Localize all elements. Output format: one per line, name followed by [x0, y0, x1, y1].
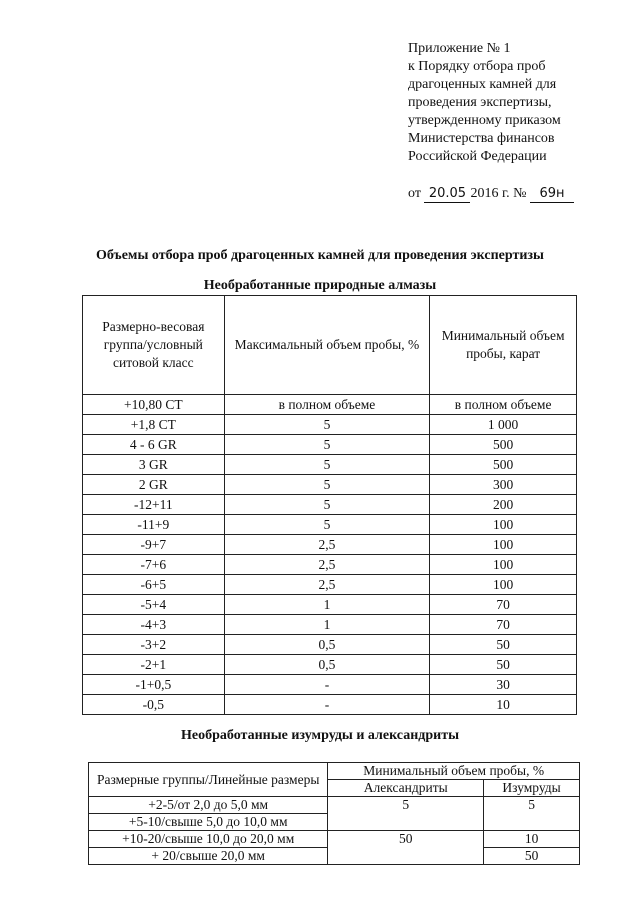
header-min-volume: Минимальный объем пробы, %	[328, 763, 580, 780]
cell-group: +5-10/свыше 5,0 до 10,0 мм	[89, 814, 328, 831]
cell-class: -5+4	[83, 595, 225, 615]
cell-group: +10-20/свыше 10,0 до 20,0 мм	[89, 831, 328, 848]
section1-title: Необработанные природные алмазы	[203, 278, 437, 293]
cell-group: + 20/свыше 20,0 мм	[89, 848, 328, 865]
date-year: 2016 г.	[470, 186, 510, 201]
cell-class: -2+1	[83, 655, 225, 675]
cell-class: 4 - 6 GR	[83, 435, 225, 455]
header-max-volume: Максимальный объем пробы, %	[224, 296, 430, 395]
header-min-volume: Минимальный объем пробы, карат	[430, 296, 577, 395]
cell-class: 2 GR	[83, 475, 225, 495]
cell-max: -	[224, 675, 430, 695]
table-row	[83, 635, 577, 655]
cell-class: 3 GR	[83, 455, 225, 475]
table-row	[83, 455, 577, 475]
table-row	[83, 595, 577, 615]
cell-min: 100	[430, 555, 577, 575]
appendix-block	[408, 40, 608, 166]
cell-class: -12+11	[83, 495, 225, 515]
cell-max: 5	[224, 415, 430, 435]
cell-class: -4+3	[83, 615, 225, 635]
table-row	[83, 435, 577, 455]
cell-min: 500	[430, 435, 577, 455]
diamonds-table	[82, 295, 577, 715]
cell-max: 2,5	[224, 555, 430, 575]
order-date-line	[408, 186, 574, 203]
cell-min: 300	[430, 475, 577, 495]
number-sign: №	[513, 186, 527, 201]
cell-min: 70	[430, 595, 577, 615]
table-header-row	[89, 763, 580, 780]
cell-group: +2-5/от 2,0 до 5,0 мм	[89, 797, 328, 814]
table-row	[83, 415, 577, 435]
appendix-line: проведения экспертизы,	[408, 95, 552, 110]
cell-class: -6+5	[83, 575, 225, 595]
cell-min: 30	[430, 675, 577, 695]
cell-class: +10,80 СТ	[83, 395, 225, 415]
cell-alexandrites: 5	[328, 797, 484, 831]
header-size-class: Размерно-весовая группа/условный ситовой класс	[83, 296, 225, 395]
cell-emeralds: 5	[484, 797, 580, 831]
cell-max: 5	[224, 455, 430, 475]
cell-min: 50	[430, 635, 577, 655]
cell-min: 100	[430, 575, 577, 595]
cell-emeralds: 10	[484, 831, 580, 848]
cell-min: 100	[430, 515, 577, 535]
cell-alexandrites: 50	[328, 831, 484, 865]
cell-class: -3+2	[83, 635, 225, 655]
table-header-row	[83, 296, 577, 395]
cell-min: 1 000	[430, 415, 577, 435]
cell-max: 2,5	[224, 575, 430, 595]
cell-min: в полном объеме	[430, 395, 577, 415]
cell-class: -9+7	[83, 535, 225, 555]
cell-class: -1+0,5	[83, 675, 225, 695]
cell-class: -11+9	[83, 515, 225, 535]
cell-max: 5	[224, 475, 430, 495]
main-title: Объемы отбора проб драгоценных камней для проведения экспертизы	[96, 248, 544, 263]
table-row	[89, 831, 580, 848]
table-row	[83, 655, 577, 675]
appendix-line: драгоценных камней для	[408, 77, 557, 92]
date-value: 20.05	[424, 186, 470, 203]
cell-min: 100	[430, 535, 577, 555]
appendix-line: к Порядку отбора проб	[408, 59, 546, 74]
section2-title: Необработанные изумруды и александриты	[181, 728, 459, 743]
cell-class: -7+6	[83, 555, 225, 575]
cell-min: 50	[430, 655, 577, 675]
cell-min: 10	[430, 695, 577, 715]
cell-min: 200	[430, 495, 577, 515]
cell-max: -	[224, 695, 430, 715]
emeralds-table	[88, 762, 580, 865]
appendix-line: Российской Федерации	[408, 149, 547, 164]
cell-min: 70	[430, 615, 577, 635]
cell-max: 5	[224, 435, 430, 455]
table-row	[83, 615, 577, 635]
cell-min: 500	[430, 455, 577, 475]
table-row	[83, 475, 577, 495]
cell-max: в полном объеме	[224, 395, 430, 415]
appendix-line: утвержденному приказом	[408, 113, 561, 128]
table-row	[89, 797, 580, 814]
table-row	[83, 575, 577, 595]
cell-class: +1,8 СТ	[83, 415, 225, 435]
appendix-line: Министерства финансов	[408, 131, 555, 146]
cell-emeralds: 50	[484, 848, 580, 865]
appendix-line: Приложение № 1	[408, 41, 511, 56]
cell-max: 0,5	[224, 655, 430, 675]
cell-max: 5	[224, 495, 430, 515]
date-prefix: от	[408, 186, 421, 201]
table-row	[83, 675, 577, 695]
cell-max: 2,5	[224, 535, 430, 555]
table-row	[83, 495, 577, 515]
cell-max: 1	[224, 595, 430, 615]
header-alexandrites: Александриты	[328, 780, 484, 797]
header-size-group: Размерные группы/Линейные размеры	[89, 763, 328, 797]
header-emeralds: Изумруды	[484, 780, 580, 797]
cell-max: 1	[224, 615, 430, 635]
table-row	[83, 515, 577, 535]
cell-max: 0,5	[224, 635, 430, 655]
table-row	[83, 535, 577, 555]
table-row	[83, 695, 577, 715]
table-row	[83, 555, 577, 575]
table-row	[83, 395, 577, 415]
cell-max: 5	[224, 515, 430, 535]
cell-class: -0,5	[83, 695, 225, 715]
order-number: 69н	[530, 186, 574, 203]
